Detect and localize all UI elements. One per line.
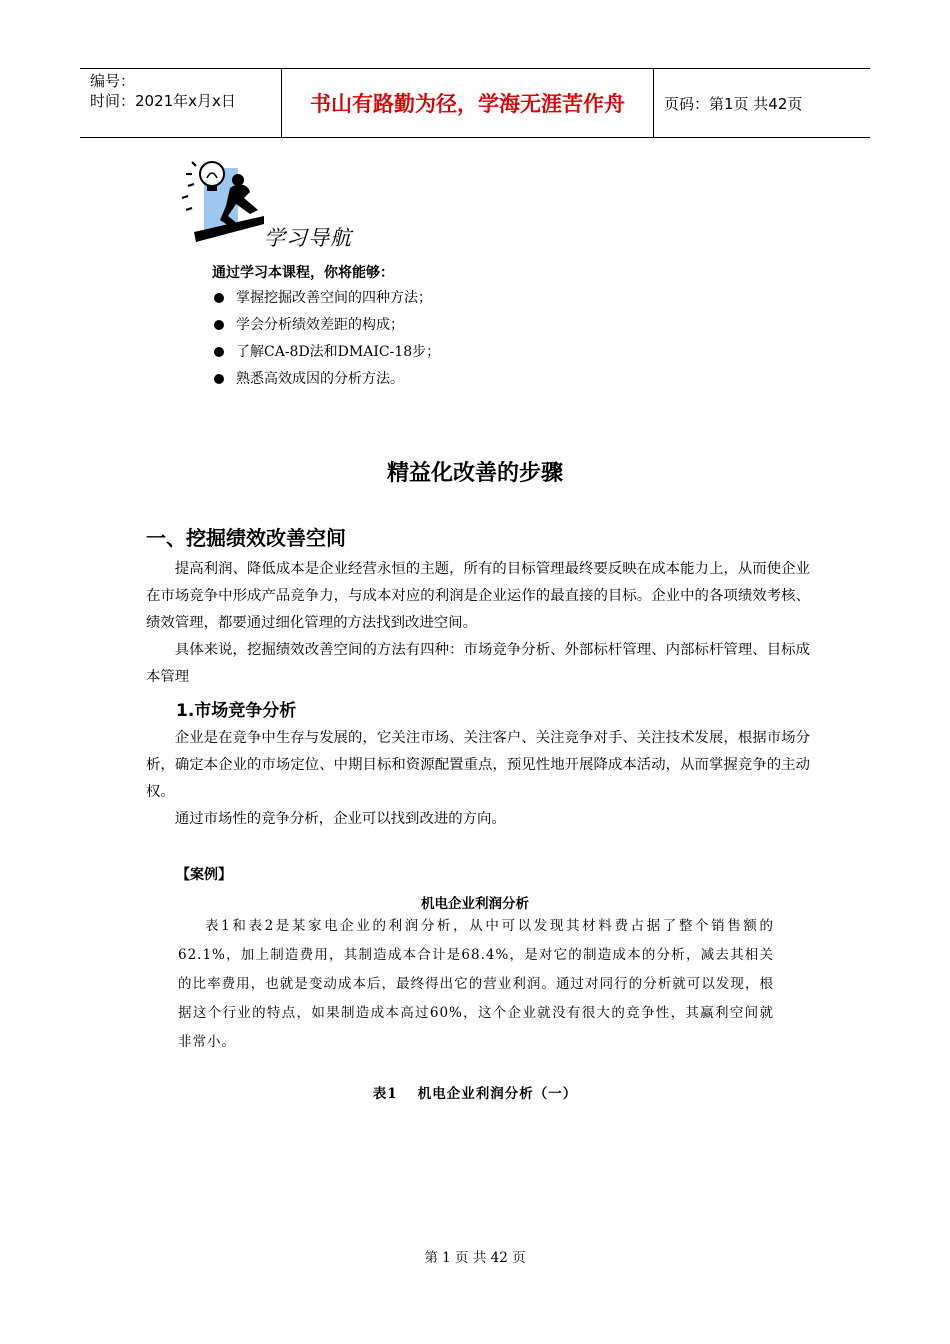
list-item: 学会分析绩效差距的构成；: [212, 315, 440, 342]
section-paragraph: 提高利润、降低成本是企业经营永恒的主题，所有的目标管理最终要反映在成本能力上，从而使企业在市场竞争中形成产品竞争力，与成本对应的利润是企业运作的最直接的目标。企业中的各项绩效考核、绩效管理，都要通过细化管理的方法找到改进空间。: [146, 561, 810, 631]
bullet-icon: [214, 293, 224, 303]
document-time: 时间：2021年x月x日: [90, 92, 236, 110]
lightbulb-runner-icon: [176, 154, 268, 246]
case-title: 机电企业利润分析: [421, 896, 529, 912]
nav-intro: 通过学习本课程，你将能够：: [212, 265, 394, 281]
table-caption: 表1 机电企业利润分析（一）: [372, 1086, 578, 1102]
nav-title: 学习导航: [264, 226, 352, 250]
section-paragraph: 具体来说，挖掘绩效改善空间的方法有四种：市场竞争分析、外部标杆管理、内部标杆管理、目标成本管理: [146, 642, 810, 685]
page-footer: 第 1 页 共 42 页: [424, 1250, 526, 1266]
document-number-label: 编号：: [90, 72, 136, 90]
header-motto: 书山有路勤为径，学海无涯苦作舟: [282, 69, 654, 137]
learning-goals-list: [212, 288, 440, 396]
list-item: 熟悉高效成因的分析方法。: [212, 369, 440, 396]
bullet-icon: [214, 374, 224, 384]
header-meta: [80, 69, 282, 137]
subsection-paragraph: 企业是在竞争中生存与发展的，它关注市场、关注客户、关注竞争对手、关注技术发展，根据市场分析，确定本企业的市场定位、中期目标和资源配置重点，预见性地开展降成本活动，从而掌握竞争的主动权。: [146, 730, 810, 800]
list-item: 了解CA-8D法和DMAIC-18步；: [212, 342, 440, 369]
subsection-paragraph: 通过市场性的竞争分析，企业可以找到改进的方向。: [174, 811, 506, 827]
bullet-icon: [214, 320, 224, 330]
case-paragraph: 表1和表2是某家电企业的利润分析，从中可以发现其材料费占据了整个销售额的62.1%，加上制造费用，其制造成本合计是68.4%，是对它的制造成本的分析，减去其相关的比率费用，也就是变动成本后，最终得出它的营业利润。通过对同行的分析就可以发现，根据这个行业的特点，如果制造成本高过60%，这个企业就没有很大的竞争性，其赢利空间就非常小。: [178, 918, 774, 1050]
header-page-info: 页码：第1页 共42页: [664, 94, 803, 113]
case-label: 【案例】: [176, 867, 232, 883]
bullet-icon: [214, 347, 224, 357]
subsection-heading: 1.市场竞争分析: [176, 701, 297, 721]
page-header: [80, 68, 870, 138]
page-title: 精益化改善的步骤: [386, 461, 563, 486]
list-item: 掌握挖掘改善空间的四种方法；: [212, 288, 440, 315]
section-heading: 一、挖掘绩效改善空间: [146, 526, 346, 550]
